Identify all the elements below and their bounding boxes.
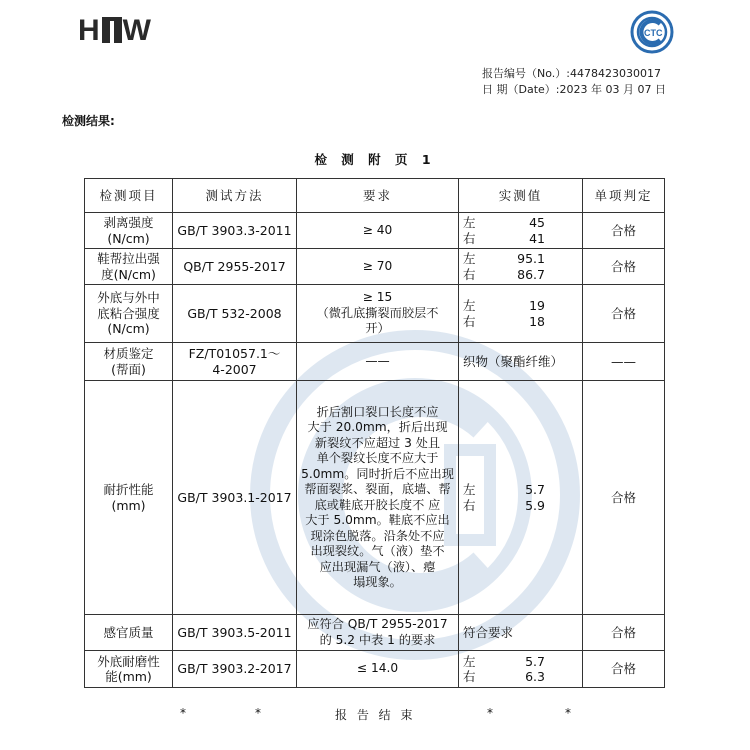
cell-requirement: 应符合 QB/T 2955-2017 的 5.2 中表 1 的要求 <box>297 615 459 651</box>
cell-measured <box>459 285 583 343</box>
measured-side: 右 <box>463 313 476 329</box>
measured-entry <box>463 267 579 283</box>
section-title: 检测结果: <box>62 114 115 128</box>
measured-entry <box>463 482 579 498</box>
measured-value: 95.1 <box>517 251 545 266</box>
cell-requirement: ≥ 15 （微孔底撕裂而胶层不 开） <box>297 285 459 343</box>
cell-requirement: ≤ 14.0 <box>297 651 459 688</box>
cell-measured <box>459 651 583 688</box>
measured-value: 18 <box>529 313 545 329</box>
measured-entry <box>463 654 579 670</box>
cell-verdict: 合格 <box>583 381 665 615</box>
cell-item: 外底与外中 底粘合强度 (N/cm) <box>85 285 173 343</box>
measured-side: 左 <box>463 482 476 497</box>
cell-method: GB/T 3903.3-2011 <box>173 213 297 249</box>
table-row <box>85 285 665 343</box>
measured-value: 19 <box>529 298 545 313</box>
table-row <box>85 651 665 688</box>
measured-value: 5.7 <box>525 653 545 669</box>
measured-side: 右 <box>463 497 476 513</box>
cell-requirement: 折后割口裂口长度不应 大于 20.0mm，折后出现 新裂纹不应超过 3 处且 单个裂纹长度不应大于 5.0mm。同时折后不应出现 帮面裂浆、裂面，底墙、帮 底或鞋底开胶长度不 应 大于 5.0mm。鞋底不应出 现涂色脱落。沿条处不应 出现裂纹。气（液）垫不 应出现漏气（液）、瘪 塌现象。 <box>297 381 459 615</box>
measured-value: 86.7 <box>517 266 545 282</box>
cell-verdict: 合格 <box>583 615 665 651</box>
measured-entry <box>463 215 579 231</box>
cell-method: GB/T 3903.2-2017 <box>173 651 297 688</box>
measured-side: 右 <box>463 230 476 246</box>
measured-side: 左 <box>463 653 476 669</box>
col-header-verdict: 单项判定 <box>583 179 665 213</box>
measured-value: 6.3 <box>525 669 545 684</box>
measured-side: 右 <box>463 266 476 282</box>
footer-star: * <box>255 706 261 720</box>
measured-entry <box>463 669 579 685</box>
cell-measured: 符合要求 <box>459 615 583 651</box>
cell-item: 鞋帮拉出强 度(N/cm) <box>85 249 173 285</box>
measured-entry <box>463 251 579 267</box>
measured-value: 5.7 <box>525 482 545 497</box>
table-header-row <box>85 179 665 213</box>
cell-item: 耐折性能 (mm) <box>85 381 173 615</box>
measured-entry <box>463 298 579 314</box>
table-title: 检 测 附 页 1 <box>314 152 436 167</box>
cell-measured <box>459 381 583 615</box>
cell-item: 剥离强度 (N/cm) <box>85 213 173 249</box>
col-header-method: 测试方法 <box>173 179 297 213</box>
cell-method: GB/T 532-2008 <box>173 285 297 343</box>
cell-requirement: —— <box>297 343 459 381</box>
report-number-line: 报告编号（No.）:4478423030017 <box>482 67 661 80</box>
measured-entry <box>463 498 579 514</box>
cell-requirement: ≥ 70 <box>297 249 459 285</box>
cell-requirement: ≥ 40 <box>297 213 459 249</box>
table-row <box>85 615 665 651</box>
cell-item: 外底耐磨性 能(mm) <box>85 651 173 688</box>
measured-value: 41 <box>529 230 545 246</box>
htw-logo: H W <box>78 14 152 47</box>
cell-measured: 织物（聚酯纤维） <box>459 343 583 381</box>
table-row <box>85 381 665 615</box>
cell-measured <box>459 249 583 285</box>
measured-value: 5.9 <box>525 497 545 513</box>
footer-star: * <box>180 706 186 720</box>
test-results-table <box>84 178 665 688</box>
col-header-requirement: 要求 <box>297 179 459 213</box>
measured-value: 45 <box>529 215 545 230</box>
measured-side: 左 <box>463 215 476 230</box>
cell-item: 材质鉴定 (帮面) <box>85 343 173 381</box>
svg-text:CTC: CTC <box>644 28 663 38</box>
report-meta <box>482 66 666 98</box>
cell-method: FZ/T01057.1～ 4-2007 <box>173 343 297 381</box>
measured-side: 右 <box>463 669 476 684</box>
footer-star: * <box>487 706 493 720</box>
cell-method: GB/T 3903.1-2017 <box>173 381 297 615</box>
cell-measured <box>459 213 583 249</box>
measured-entry <box>463 231 579 247</box>
cell-verdict: 合格 <box>583 213 665 249</box>
report-date-line: 日 期（Date）:2023 年 03 月 07 日 <box>482 83 666 96</box>
table-row <box>85 249 665 285</box>
col-header-item: 检测项目 <box>85 179 173 213</box>
measured-entry <box>463 314 579 330</box>
measured-side: 左 <box>463 298 476 313</box>
table-row <box>85 343 665 381</box>
footer-end-text: 报 告 结 束 <box>335 708 416 722</box>
table-row <box>85 213 665 249</box>
cell-verdict: 合格 <box>583 651 665 688</box>
col-header-measured: 实测值 <box>459 179 583 213</box>
logo-t-glyph <box>102 17 122 43</box>
ctc-seal-logo <box>630 10 674 54</box>
cell-verdict: 合格 <box>583 249 665 285</box>
cell-verdict: 合格 <box>583 285 665 343</box>
cell-item: 感官质量 <box>85 615 173 651</box>
cell-method: QB/T 2955-2017 <box>173 249 297 285</box>
cell-verdict: —— <box>583 343 665 381</box>
cell-method: GB/T 3903.5-2011 <box>173 615 297 651</box>
measured-side: 左 <box>463 251 476 266</box>
footer-star: * <box>565 706 571 720</box>
